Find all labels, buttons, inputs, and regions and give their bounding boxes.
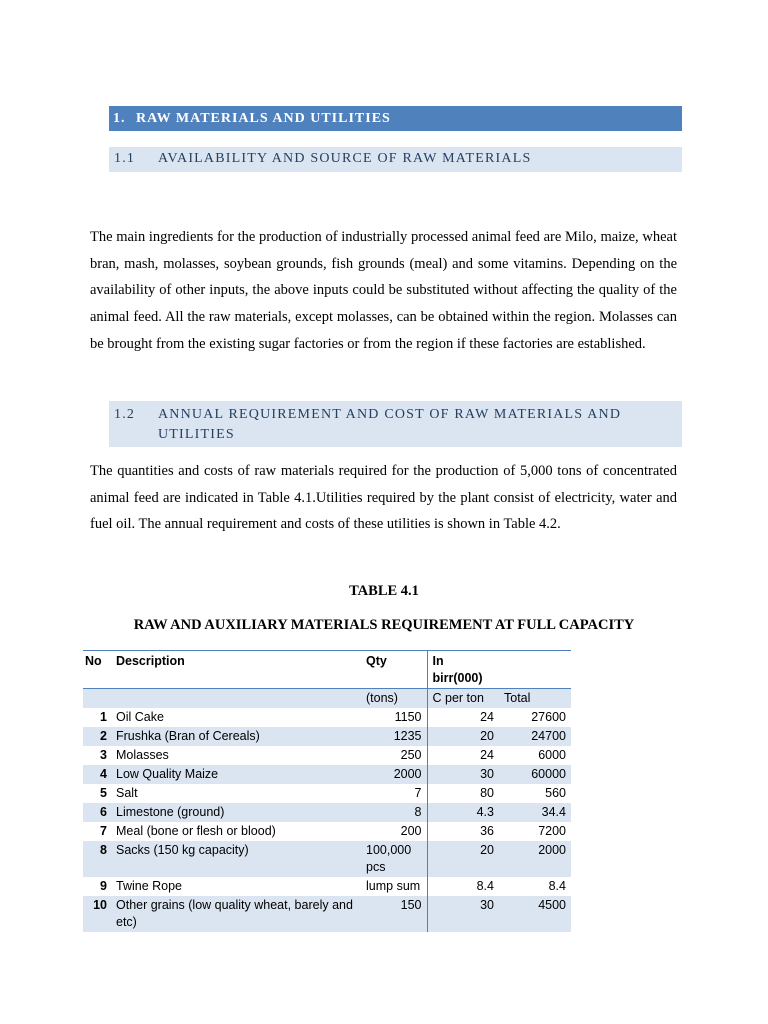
row-number: 3 [100,748,107,762]
table-row [83,803,571,822]
row-total: 6000 [538,748,566,762]
table-row [83,746,571,765]
table-row [83,841,571,877]
row-qty: 8 [361,803,427,822]
section-number: 1. [113,111,126,126]
row-number: 7 [100,824,107,838]
table-header-row [83,651,571,689]
row-c-per-ton: 8.4 [427,877,499,896]
unit-total: Total [499,689,571,709]
subsection-heading-1-2 [109,401,682,447]
row-total: 7200 [538,824,566,838]
row-qty: 2000 [361,765,427,784]
row-total: 4500 [499,896,571,932]
row-c-per-ton: 24 [427,746,499,765]
subsection-number: 1.1 [114,151,136,166]
row-c-per-ton: 24 [427,708,499,727]
table-row [83,822,571,841]
row-qty: 7 [414,786,422,800]
row-total: 60000 [499,765,571,784]
table-row [83,765,571,784]
header-qty: Qty [361,651,427,689]
row-number: 2 [83,727,111,746]
row-description: Low Quality Maize [111,765,361,784]
row-total: 27600 [531,710,566,724]
row-c-per-ton: 4.3 [427,803,499,822]
row-description: Sacks (150 kg capacity) [111,841,361,877]
row-total: 2000 [499,841,571,877]
unit-qty: (tons) [361,689,427,709]
row-total: 560 [545,786,566,800]
table-row [83,727,571,746]
row-qty: lump sum [366,879,421,893]
row-qty: 1235 [361,727,427,746]
row-description: Other grains (low quality wheat, barely and etc) [111,896,361,932]
row-total: 24700 [499,727,571,746]
table-unit-row [83,689,571,709]
row-c-per-ton: 80 [427,784,499,803]
table-row [83,784,571,803]
subsection-number: 1.2 [114,407,136,422]
row-total: 34.4 [499,803,571,822]
row-c-per-ton: 20 [427,727,499,746]
table-label: TABLE 4.1 [349,583,419,599]
row-description: Meal (bone or flesh or blood) [116,824,276,838]
subsection-title: AVAILABILITY AND SOURCE OF RAW MATERIALS [158,151,532,166]
row-qty: 250 [400,748,422,762]
row-number: 8 [83,841,111,877]
header-cost: In birr(000) [427,651,571,689]
row-total: 8.4 [548,879,566,893]
row-c-per-ton: 30 [427,896,499,932]
row-description: Twine Rope [116,879,183,893]
subsection-title: ANNUAL REQUIREMENT AND COST OF RAW MATERIALS AND UTILITIES [158,407,622,442]
subsection-heading-1-1 [109,147,682,172]
row-qty: 1150 [394,710,422,724]
row-number: 6 [83,803,111,822]
section-title: RAW MATERIALS AND UTILITIES [136,111,391,126]
header-description: Description [111,651,361,689]
row-number: 10 [83,896,111,932]
paragraph-requirements: The quantities and costs of raw materials required for the production of 5,000 tons of concentrated animal feed are indicated in Table 4.1.Utilities required by the plant consist of electricity, water and fuel oil. The annual requirement and costs of these utilities is shown in Table 4.2. [90,463,677,533]
row-description: Salt [116,786,138,800]
row-number: 1 [100,710,107,724]
unit-c-per-ton: C per ton [427,689,499,709]
row-qty: 150 [361,896,427,932]
row-description: Limestone (ground) [111,803,361,822]
table-row [83,896,571,932]
table-row [83,708,571,727]
row-c-per-ton: 30 [427,765,499,784]
paragraph-raw-materials: The main ingredients for the production of industrially processed animal feed are Milo, maize, wheat bran, mash, molasses, soybean grounds, fish grounds (meal) and some vitamins. Depending on the availability of other inputs, the above inputs could be substituted without affecting the quality of the animal feed. All the raw materials, except molasses, can be obtained within the region. Molasses can be brought from the existing sugar factories or from the region if these factories are established. [90,229,677,352]
row-c-per-ton: 20 [427,841,499,877]
row-number: 4 [83,765,111,784]
header-no: No [83,651,111,689]
section-heading-1 [109,106,682,131]
row-description: Molasses [116,748,169,762]
row-c-per-ton: 36 [427,822,499,841]
row-number: 5 [100,786,107,800]
row-number: 9 [100,879,107,893]
table-title: RAW AND AUXILIARY MATERIALS REQUIREMENT AT FULL CAPACITY [133,617,635,633]
row-qty: 200 [400,824,422,838]
raw-materials-table [83,650,571,932]
row-description: Frushka (Bran of Cereals) [111,727,361,746]
table-row [83,877,571,896]
row-description: Oil Cake [116,710,164,724]
row-qty: 100,000 pcs [361,841,427,877]
